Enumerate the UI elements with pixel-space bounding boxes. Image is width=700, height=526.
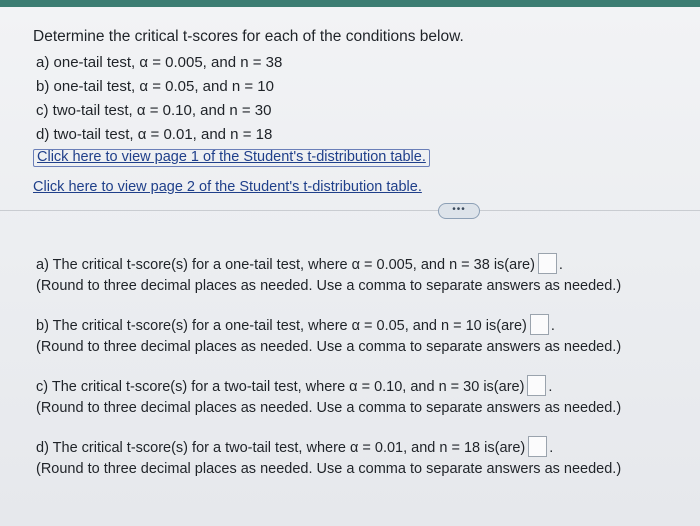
condition-c: c) two-tail test, α = 0.10, and n = 30 — [36, 102, 272, 119]
question-block — [33, 25, 673, 199]
answer-input-a[interactable] — [538, 253, 557, 274]
answer-section — [36, 253, 686, 497]
answer-part-d — [36, 436, 686, 480]
section-divider — [0, 210, 700, 211]
answer-input-d[interactable] — [528, 436, 547, 457]
condition-a: a) one-tail test, α = 0.005, and n = 38 — [36, 54, 283, 71]
answer-hint-b: (Round to three decimal places as needed. Use a comma to separate answers as needed.) — [36, 339, 622, 355]
top-accent-bar — [0, 0, 700, 7]
expand-more-button[interactable]: ••• — [438, 203, 480, 219]
answer-period-a: . — [558, 257, 563, 273]
answer-input-b[interactable] — [530, 314, 549, 335]
question-stem: Determine the critical t-scores for each of the conditions below. — [33, 28, 464, 45]
answer-hint-a: (Round to three decimal places as needed. Use a comma to separate answers as needed.) — [36, 278, 622, 294]
answer-prompt-b: b) The critical t-score(s) for a one-tail test, where α = 0.05, and n = 10 is(are) — [36, 318, 527, 334]
question-sheet — [0, 7, 700, 526]
t-table-page-1-link[interactable]: Click here to view page 1 of the Student's t-distribution table. — [33, 149, 430, 167]
answer-part-a — [36, 253, 686, 297]
condition-b: b) one-tail test, α = 0.05, and n = 10 — [36, 78, 274, 95]
answer-prompt-a: a) The critical t-score(s) for a one-tail test, where α = 0.005, and n = 38 is(are) — [36, 257, 535, 273]
answer-prompt-d: d) The critical t-score(s) for a two-tail test, where α = 0.01, and n = 18 is(are) — [36, 440, 526, 456]
answer-hint-d: (Round to three decimal places as needed. Use a comma to separate answers as needed.) — [36, 461, 622, 477]
answer-input-c[interactable] — [527, 375, 546, 396]
condition-d: d) two-tail test, α = 0.01, and n = 18 — [36, 126, 273, 143]
t-table-page-2-link[interactable]: Click here to view page 2 of the Student's t-distribution table. — [33, 179, 422, 195]
answer-part-b — [36, 314, 686, 358]
answer-period-b: . — [550, 318, 555, 334]
answer-period-c: . — [548, 379, 553, 395]
answer-prompt-c: c) The critical t-score(s) for a two-tail test, where α = 0.10, and n = 30 is(are) — [36, 379, 525, 395]
answer-part-c — [36, 375, 686, 419]
answer-hint-c: (Round to three decimal places as needed. Use a comma to separate answers as needed.) — [36, 400, 622, 416]
answer-period-d: . — [549, 440, 554, 456]
